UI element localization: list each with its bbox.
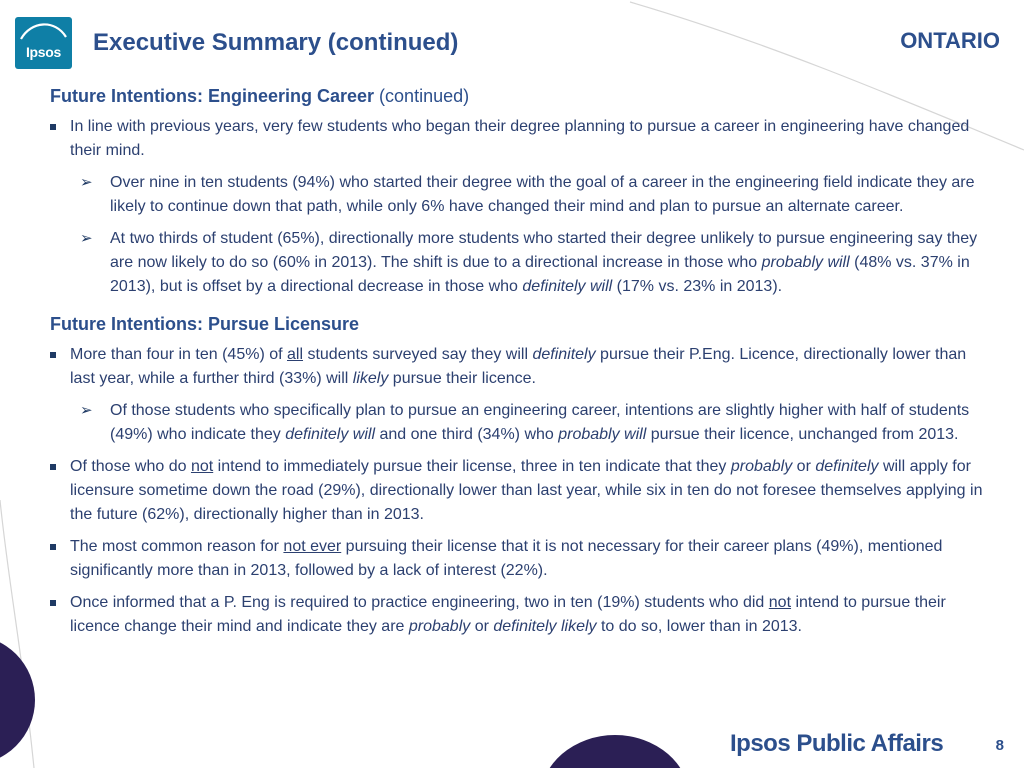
bullet-item: Once informed that a P. Eng is required to practice engineering, two in ten (19%) students who did not intend to pursue their licence change their mind and indicate they are probably or definitely likely to do so, lower than in 2013.: [50, 591, 990, 639]
page-title: Executive Summary (continued): [93, 29, 459, 56]
footer-brand: Ipsos Public Affairs: [730, 730, 944, 757]
arrow-bullet-icon: ➢: [80, 402, 93, 419]
logo-text: Ipsos: [25, 44, 62, 60]
bullet-item: The most common reason for not ever pursuing their license that it is not necessary for their career plans (49%), mentioned significantly more than in 2013, followed by a lack of interest (22%).: [50, 535, 990, 583]
page-number: 8: [995, 737, 1004, 754]
logo-swoosh-icon: [15, 17, 72, 69]
arrow-bullet-icon: ➢: [80, 230, 93, 247]
section-heading-engineering-career: Future Intentions: Engineering Career (continued): [50, 86, 470, 106]
bullet-item: Of those who do not intend to immediately pursue their license, three in ten indicate that they probably or definitely will apply for licensure sometime down the road (29%), directionally lower than last year, while six in ten do not foresee themselves applying in the future (62%), directionally higher than in 2013.: [50, 455, 990, 527]
bullet-item: In line with previous years, very few students who began their degree planning to pursue a career in engineering have changed their mind.: [50, 115, 990, 163]
main-content: [50, 86, 990, 639]
section-heading-pursue-licensure: Future Intentions: Pursue Licensure: [50, 314, 360, 334]
sub-bullet-item: ➢ Over nine in ten students (94%) who started their degree with the goal of a career in the engineering field indicate they are likely to continue down that path, while only 6% have changed their mind and plan to pursue an alternate career.: [50, 171, 990, 219]
region-label: ONTARIO: [900, 28, 1000, 53]
ipsos-logo: [15, 17, 72, 69]
sub-bullet-item: ➢ Of those students who specifically plan to pursue an engineering career, intentions are slightly higher with half of students (49%) who indicate they definitely will and one third (34%) who probably will pursue their licence, unchanged from 2013.: [50, 399, 990, 447]
bullet-item: More than four in ten (45%) of all students surveyed say they will definitely pursue their P.Eng. Licence, directionally lower than last year, while a further third (33%) will likely pursue their licence.: [50, 343, 990, 391]
sub-bullet-item: ➢ At two thirds of student (65%), directionally more students who started their degree unlikely to pursue engineering say they are now likely to do so (60% in 2013). The shift is due to a directional increase in those who probably will (48% vs. 37% in 2013), but is offset by a directional decrease in those who definitely will (17% vs. 23% in 2013).: [50, 227, 990, 299]
arrow-bullet-icon: ➢: [80, 174, 93, 191]
